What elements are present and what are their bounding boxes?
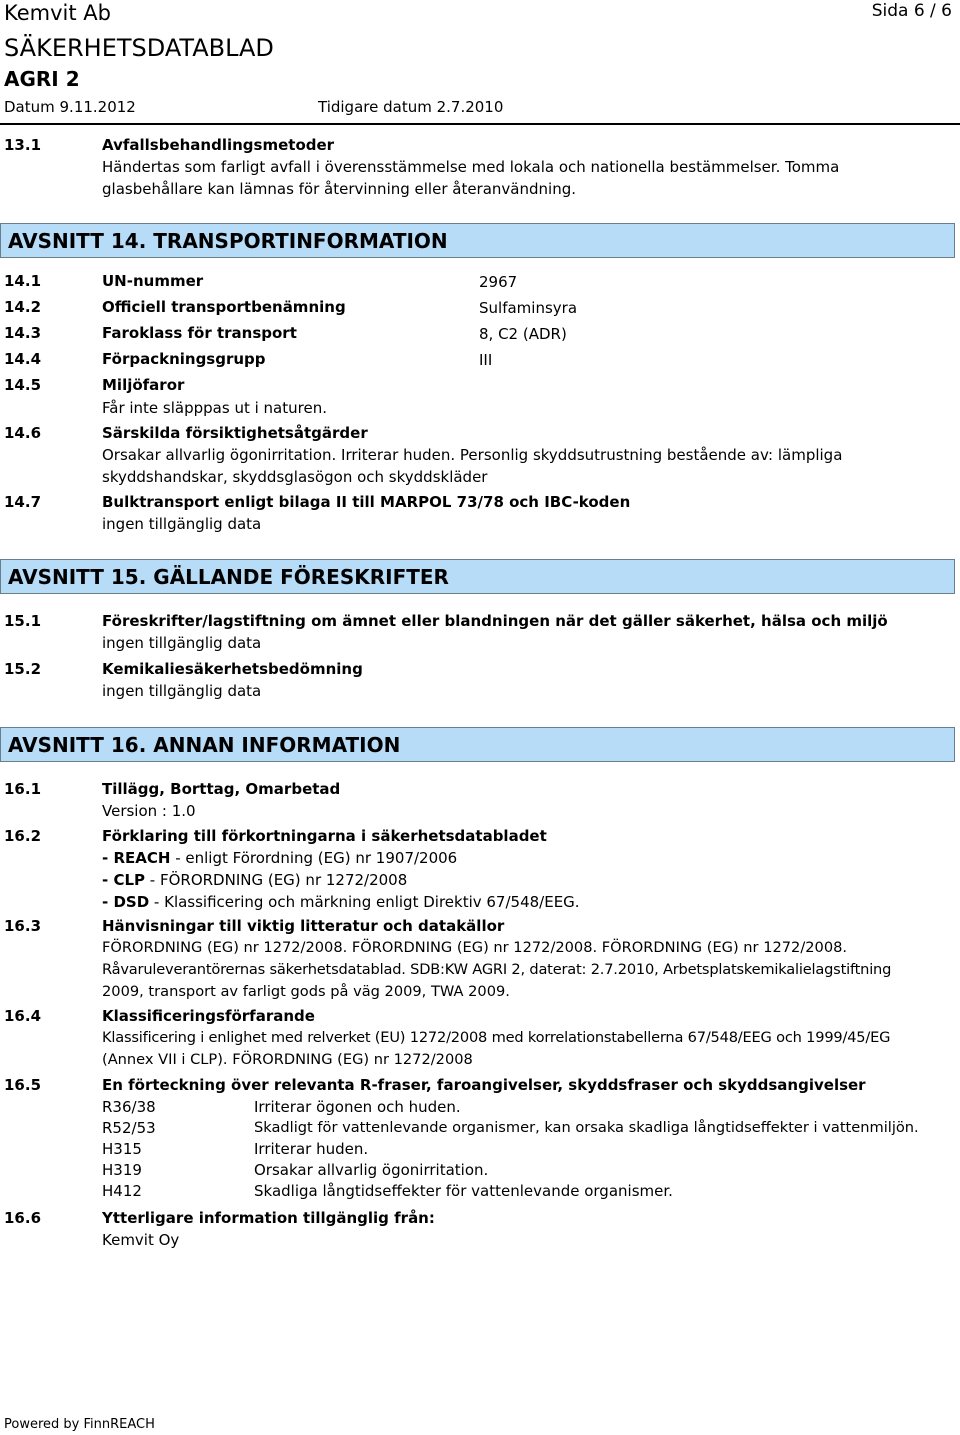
section-heading: Klassificeringsförfarande (102, 1007, 315, 1025)
phrase-code: R52/53 (102, 1119, 156, 1137)
phrase-text: Irriterar ögonen och huden. (254, 1098, 461, 1116)
section-number: 16.3 (4, 917, 42, 935)
hazard-class-value: 8, C2 (ADR) (479, 325, 567, 343)
section-text-line: FÖRORDNING (EG) nr 1272/2008. FÖRORDNING (EG) nr 1272/2008. FÖRORDNING (EG) nr 1272/2008. (102, 939, 848, 956)
section-heading: Hänvisningar till viktig litteratur och datakällor (102, 917, 505, 935)
section-banner-16: AVSNITT 16. ANNAN INFORMATION (0, 727, 955, 762)
abbreviation-item (102, 869, 960, 891)
document-date: Datum 9.11.2012 (4, 98, 136, 116)
section-heading: Ytterligare information tillgänglig från: (102, 1209, 435, 1227)
section-number: 16.5 (4, 1076, 42, 1094)
abbreviation-term: - REACH (102, 849, 171, 867)
section-number: 14.7 (4, 493, 42, 511)
section-number: 14.2 (4, 298, 42, 316)
phrase-code: H319 (102, 1161, 142, 1179)
section-number: 16.2 (4, 827, 42, 845)
section-number: 16.4 (4, 1007, 42, 1025)
section-heading: UN-nummer (102, 272, 204, 290)
section-heading: Föreskrifter/lagstiftning om ämnet eller blandningen när det gäller säkerhet, hälsa och miljö (102, 612, 888, 630)
phrase-text: Skadliga långtidseffekter för vattenlevande organismer. (254, 1182, 673, 1200)
section-heading: Faroklass för transport (102, 324, 297, 342)
section-text: Orsakar allvarlig ögonirritation. Irriterar huden. Personlig skyddsutrustning bestående av: lämpliga skyddshandskar, skyddsglasögon och skyddskläder (102, 446, 843, 486)
section-number: 16.1 (4, 780, 42, 798)
un-number-value: 2967 (479, 273, 518, 291)
abbreviation-item (102, 891, 960, 913)
section-heading: Kemikaliesäkerhetsbedömning (102, 660, 363, 678)
version-text: Version : 1.0 (102, 802, 196, 820)
abbreviation-desc: - enligt Förordning (EG) nr 1907/2006 (170, 849, 458, 867)
section-heading: Tillägg, Borttag, Omarbetad (102, 780, 341, 798)
abbreviation-item (102, 847, 960, 869)
company-name: Kemvit Ab (4, 1, 111, 25)
supplier-text: Kemvit Oy (102, 1231, 180, 1249)
page-number: Sida 6 / 6 (871, 1, 952, 21)
phrase-text: Orsakar allvarlig ögonirritation. (254, 1161, 489, 1179)
section-banner-14: AVSNITT 14. TRANSPORTINFORMATION (0, 223, 955, 258)
header-divider (0, 123, 960, 125)
section-heading: Miljöfaror (102, 376, 185, 394)
section-number: 14.4 (4, 350, 42, 368)
abbreviation-term: - CLP (102, 871, 146, 889)
section-number: 14.1 (4, 272, 42, 290)
section-heading: En förteckning över relevanta R-fraser, faroangivelser, skyddsfraser och skyddsangivelser (102, 1076, 866, 1094)
section-heading: Bulktransport enligt bilaga II till MARPOL 73/78 och IBC-koden (102, 493, 631, 511)
section-text-line: (Annex VII i CLP). FÖRORDNING (EG) nr 1272/2008 (102, 1051, 473, 1068)
section-number: 14.6 (4, 424, 42, 442)
phrase-code: H315 (102, 1140, 142, 1158)
section-number: 15.1 (4, 612, 42, 630)
section-text: ingen tillgänglig data (102, 682, 262, 700)
section-text: Får inte släpppas ut i naturen. (102, 399, 327, 417)
section-number: 14.5 (4, 376, 42, 394)
section-number: 15.2 (4, 660, 42, 678)
abbreviation-desc: - Klassificering och märkning enligt Direktiv 67/548/EEG. (149, 893, 580, 911)
section-number: 14.3 (4, 324, 42, 342)
section-heading: Förpackningsgrupp (102, 350, 266, 368)
section-heading: Förklaring till förkortningarna i säkerhetsdatabladet (102, 827, 547, 845)
abbreviation-desc: - FÖRORDNING (EG) nr 1272/2008 (145, 871, 408, 889)
footer-credit: Powered by FinnREACH (4, 1417, 155, 1432)
section-number: 13.1 (4, 136, 42, 154)
phrase-text: Irriterar huden. (254, 1140, 369, 1158)
previous-date: Tidigare datum 2.7.2010 (318, 98, 504, 116)
phrase-code: H412 (102, 1182, 142, 1200)
section-text: ingen tillgänglig data (102, 634, 262, 652)
abbreviation-term: - DSD (102, 893, 150, 911)
section-banner-15: AVSNITT 15. GÄLLANDE FÖRESKRIFTER (0, 559, 955, 594)
phrase-code: R36/38 (102, 1098, 156, 1116)
packing-group-value: III (479, 351, 493, 369)
section-heading: Officiell transportbenämning (102, 298, 346, 316)
section-text: ingen tillgänglig data (102, 515, 262, 533)
section-text-line: Råvaruleverantörernas säkerhetsdatablad. SDB:KW AGRI 2, daterat: 2.7.2010, Arbetsplatskemikalielagstiftning (102, 961, 892, 978)
section-text-line: Klassificering i enlighet med relverket (EU) 1272/2008 med korrelationstabellerna 67/548/EEG och 1999/45/EG (102, 1029, 891, 1046)
shipping-name-value: Sulfaminsyra (479, 299, 578, 317)
section-heading: Avfallsbehandlingsmetoder (102, 136, 335, 154)
section-text-line: 2009, transport av farligt gods på väg 2009, TWA 2009. (102, 983, 510, 1000)
product-name: AGRI 2 (4, 67, 80, 91)
document-title: SÄKERHETSDATABLAD (4, 34, 274, 62)
phrase-text: Skadligt för vattenlevande organismer, kan orsaka skadliga långtidseffekter i vattenmiljön. (254, 1119, 919, 1136)
section-number: 16.6 (4, 1209, 42, 1227)
section-text: Händertas som farligt avfall i överensstämmelse med lokala och nationella bestämmelser. Tomma glasbehållare kan lämnas för återvinning eller återanvändning. (102, 158, 840, 198)
section-heading: Särskilda försiktighetsåtgärder (102, 424, 368, 442)
